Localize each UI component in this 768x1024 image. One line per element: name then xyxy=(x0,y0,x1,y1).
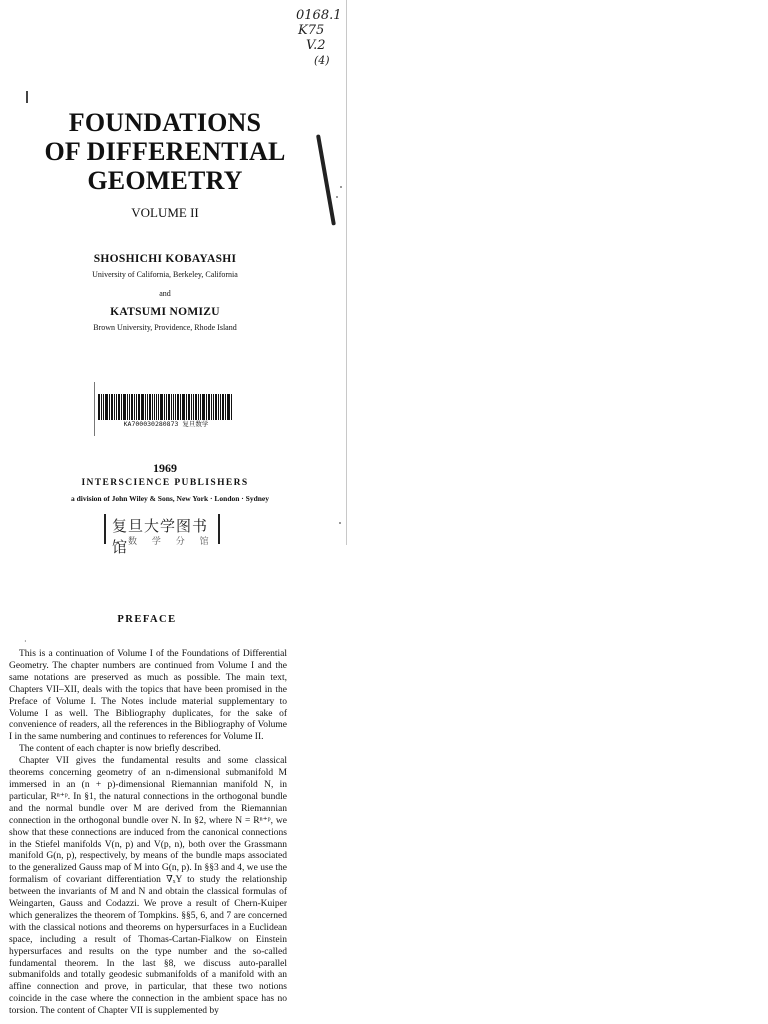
preface-paragraph: The content of each chapter is now briefly described. xyxy=(19,744,221,755)
barcode-bar xyxy=(180,394,181,420)
barcode-bar xyxy=(188,394,190,420)
barcode-bar xyxy=(225,394,226,420)
barcode-bar xyxy=(211,394,212,420)
barcode-bar xyxy=(182,394,185,420)
barcode-number: KA700030280873 复旦数学 xyxy=(123,420,209,428)
scan-mark xyxy=(26,91,28,103)
author-affiliation: University of California, Berkeley, California xyxy=(92,270,238,279)
barcode-bar xyxy=(171,394,172,420)
call-number-line: K75 xyxy=(298,23,325,38)
book-title xyxy=(20,108,310,195)
barcode-bar xyxy=(154,394,155,420)
barcode-bar xyxy=(98,394,100,420)
call-number-line: 0168.1 xyxy=(296,8,342,23)
barcode-bar xyxy=(193,394,194,420)
stamp-text-bottom: 数 学 分 馆 xyxy=(128,537,215,547)
stamp-text-top: 复旦大学图书馆 xyxy=(112,517,209,556)
scan-speck xyxy=(340,186,342,188)
barcode-bar xyxy=(129,394,130,420)
barcode-bar xyxy=(220,394,221,420)
barcode-bar xyxy=(118,394,120,420)
call-number xyxy=(296,8,356,68)
barcode-bar xyxy=(166,394,167,420)
preface-heading: PREFACE xyxy=(117,614,177,625)
author-affiliation: Brown University, Providence, Rhode Island xyxy=(93,323,237,332)
barcode-bar xyxy=(105,394,108,420)
barcode-bar xyxy=(141,394,144,420)
publication-year: 1969 xyxy=(153,461,177,475)
barcode-bar xyxy=(116,394,117,420)
title-line: GEOMETRY xyxy=(87,166,243,195)
barcode-bar xyxy=(121,394,122,420)
title-line: FOUNDATIONS xyxy=(68,108,262,137)
barcode-bar xyxy=(136,394,137,420)
barcode-bar xyxy=(200,394,201,420)
barcode-bar xyxy=(109,394,110,420)
barcode-bar xyxy=(177,394,179,420)
call-number-line: (4) xyxy=(314,54,330,67)
barcode-bar xyxy=(114,394,115,420)
preface-paragraph: Chapter VII gives the fundamental results and some classical theorems concerning geometry of an n-dimensional submanifold M immersed in an (n + p)-dimensional Riemannian manifold N, in particular, Rⁿ⁺ᵖ. In §1, the natural connections in the orthogonal bundle and the normal bundle over M are derived from the Riemannian connection in the orthogonal bundle over N. In §2, where N = Rⁿ⁺ᵖ, we show that these connections are induced from the canonical connections in the Stiefel manifolds V(n, p) and V(p, n), both over the Grassmann manifold G(n, p), respectively, by means of the bundle maps associated to the generalized Gauss map of M into G(n, p). In §§3 and 4, we use the formalism of covariant differentiation ∇ₓY to study the relationship between the invariants of M and N and obtain the classical formulas of Weingarten, Gauss and Codazzi. We prove a result of Chern-Kuiper which generalizes the theorem of Tompkins. §§5, 6, and 7 are concerned with the classical notions and theorems on hypersurfaces in a Euclidean space, including a result of Thomas-Cartan-Fialkow on Einstein hypersurfaces and results on the type number and the so-called fundamental theorem. In the last §8, we discuss auto-parallel submanifolds and totally geodesic submanifolds of a manifold with an affine connection and prove, in particular, that these two notions coincide in the case where the connection in the ambient space has no torsion. The content of Chapter VII is supplemented by xyxy=(9,756,287,1017)
barcode-bar xyxy=(149,394,151,420)
publisher-division: a division of John Wiley & Sons, New York · London · Sydney xyxy=(70,494,270,503)
barcode-bar xyxy=(156,394,158,420)
barcode-bar xyxy=(202,394,205,420)
barcode-bar xyxy=(206,394,207,420)
barcode-bar xyxy=(186,394,187,420)
barcode-bar xyxy=(111,394,113,420)
author-name: SHOSHICHI KOBAYASHI xyxy=(93,253,237,265)
barcode-bar xyxy=(103,394,104,420)
barcode-bar xyxy=(191,394,192,420)
barcode-bar xyxy=(160,394,163,420)
barcode-bar xyxy=(195,394,197,420)
volume-label: VOLUME II xyxy=(131,205,199,220)
publisher-name: INTERSCIENCE PUBLISHERS xyxy=(81,478,249,488)
barcode-bar xyxy=(131,394,133,420)
preface-body xyxy=(9,649,287,1018)
barcode-bar xyxy=(123,394,126,420)
barcode-bar xyxy=(152,394,153,420)
barcode-bar xyxy=(208,394,210,420)
barcode-bar xyxy=(222,394,224,420)
barcode-bar xyxy=(164,394,165,420)
barcode-bar xyxy=(198,394,199,420)
scan-speck xyxy=(339,522,341,524)
spine-shadow xyxy=(316,134,336,225)
barcode-bar xyxy=(101,394,102,420)
library-stamp xyxy=(104,514,220,556)
barcode-bar xyxy=(218,394,219,420)
title-line: OF DIFFERENTIAL xyxy=(44,137,286,166)
barcode-bar xyxy=(127,394,128,420)
barcode-bar xyxy=(175,394,176,420)
barcode-bars xyxy=(98,394,232,420)
barcode-bar xyxy=(138,394,140,420)
scan-speck xyxy=(336,196,338,198)
conjunction: and xyxy=(159,289,171,298)
barcode-bar xyxy=(158,394,159,420)
scan-speck: · xyxy=(24,637,27,646)
barcode xyxy=(94,386,238,432)
barcode-bar xyxy=(213,394,214,420)
call-number-line: V.2 xyxy=(306,38,326,53)
preface-paragraph: This is a continuation of Volume I of the Foundations of Differential Geometry. The chapter numbers are continued from Volume I and the same notations are preserved as much as possible. The main text, Chapters VII–XII, deals with the topics that have been promised in the Preface of Volume I. The Notes include material supplementary to Volume I as well. The Bibliography duplicates, for the sake of convenience of readers, all the references in the Bibliography of Volume I in the same numbering and continues to references for Volume II. xyxy=(9,649,287,743)
barcode-bar xyxy=(145,394,146,420)
barcode-bar xyxy=(173,394,174,420)
barcode-bar xyxy=(227,394,230,420)
barcode-bar xyxy=(215,394,217,420)
barcode-bar xyxy=(147,394,148,420)
author-name: KATSUMI NOMIZU xyxy=(110,306,220,318)
barcode-bar xyxy=(231,394,232,420)
page-divider xyxy=(346,0,347,545)
barcode-bar xyxy=(168,394,170,420)
barcode-bar xyxy=(134,394,135,420)
